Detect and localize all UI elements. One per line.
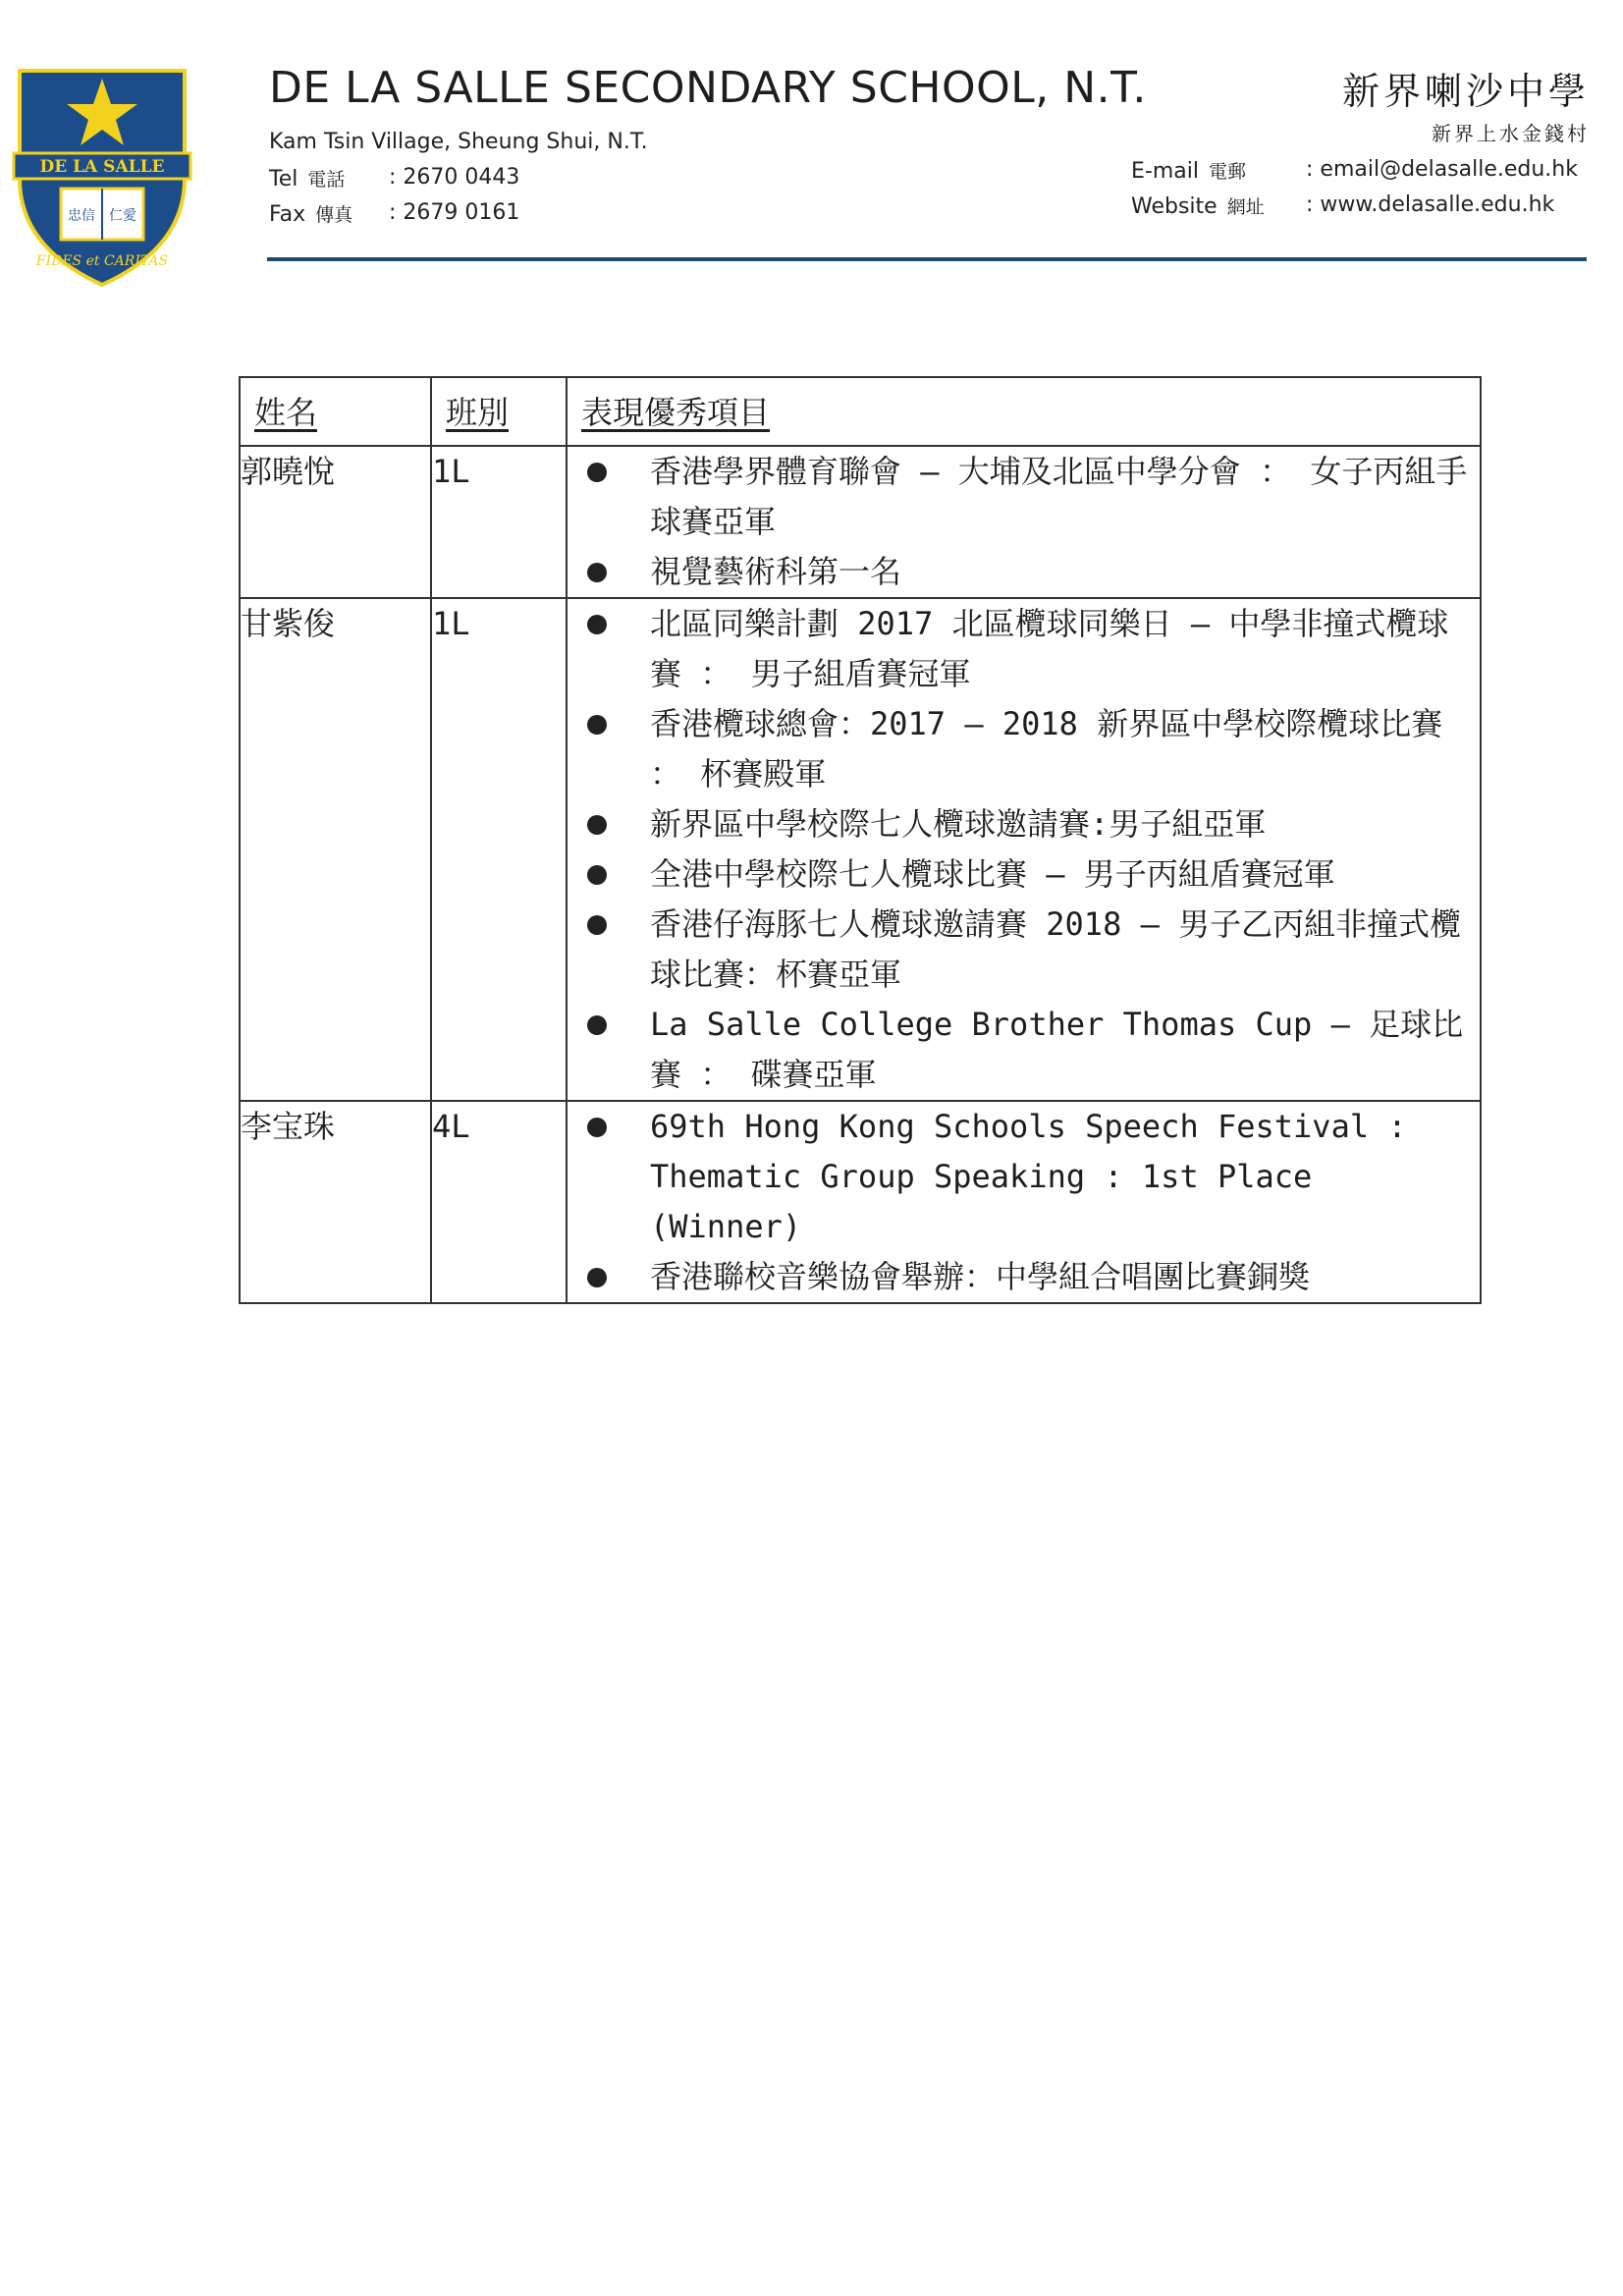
student-name: 李宝珠 [240, 1101, 431, 1303]
crest-book-left: 忠信 [68, 208, 95, 224]
fax-label: Fax [269, 202, 306, 227]
website-line [1131, 192, 1555, 219]
website-value: : www.delasalle.edu.hk [1306, 192, 1555, 217]
tel-line [269, 165, 520, 191]
achievement-item: 香港欖球總會：2017 – 2018 新界區中學校際欖球比賽 ： 杯賽殿軍 [568, 699, 1480, 799]
email-line [1131, 157, 1578, 184]
crest-book-right: 仁愛 [109, 208, 136, 224]
achievement-item: 香港學界體育聯會 – 大埔及北區中學分會 ： 女子丙組手球賽亞軍 [568, 447, 1480, 547]
fax-value: : 2679 0161 [389, 200, 520, 225]
header-class: 班別 [431, 377, 567, 446]
student-class: 1L [431, 598, 567, 1101]
achievement-item: 香港聯校音樂協會舉辦：中學組合唱團比賽銅獎 [568, 1252, 1480, 1302]
header-name: 姓名 [240, 377, 431, 446]
student-class: 1L [431, 446, 567, 598]
achievement-item: 香港仔海豚七人欖球邀請賽 2018 – 男子乙丙組非撞式欖球比賽：杯賽亞軍 [568, 900, 1480, 1000]
achievement-item: 視覺藝術科第一名 [568, 547, 1480, 597]
table-row [240, 446, 1481, 598]
school-name-en: DE LA SALLE SECONDARY SCHOOL, N.T. [269, 63, 1147, 113]
achievement-item: 北區同樂計劃 2017 北區欖球同樂日 – 中學非撞式欖球賽 ： 男子組盾賽冠軍 [568, 599, 1480, 699]
table-header-row [240, 377, 1481, 446]
achievement-item: La Salle College Brother Thomas Cup – 足球比賽 ： 碟賽亞軍 [568, 1000, 1480, 1100]
email-label-zh: 電郵 [1208, 161, 1246, 183]
email-label: E-mail [1131, 159, 1199, 184]
student-name: 郭曉悅 [240, 446, 431, 598]
fax-line [269, 200, 520, 227]
school-crest [12, 61, 192, 289]
achievement-item: 69th Hong Kong Schools Speech Festival : Thematic Group Speaking : 1st Place (Winner) [568, 1102, 1480, 1252]
achievement-cell [567, 1101, 1481, 1303]
website-label-zh: 網址 [1226, 196, 1265, 218]
achievement-list [568, 1102, 1480, 1302]
school-address-en: Kam Tsin Village, Sheung Shui, N.T. [269, 130, 648, 154]
crest-banner-text: DE LA SALLE [39, 157, 165, 177]
table-row [240, 1101, 1481, 1303]
header-divider [267, 257, 1587, 261]
tel-value: : 2670 0443 [389, 165, 520, 190]
header-achievements: 表現優秀項目 [567, 377, 1481, 446]
school-name-zh: 新界喇沙中學 [1341, 70, 1590, 113]
website-label: Website [1131, 194, 1217, 219]
achievement-item: 新界區中學校際七人欖球邀請賽:男子組亞軍 [568, 799, 1480, 849]
achievement-item: 全港中學校際七人欖球比賽 – 男子丙組盾賽冠軍 [568, 849, 1480, 900]
achievement-cell [567, 598, 1481, 1101]
table-row [240, 598, 1481, 1101]
crest-motto: FIDES et CARITAS [35, 253, 169, 269]
achievement-cell [567, 446, 1481, 598]
achievement-list [568, 447, 1480, 597]
student-class: 4L [431, 1101, 567, 1303]
awards-table [239, 376, 1482, 1304]
tel-label-zh: 電話 [307, 169, 346, 191]
email-value: : email@delasalle.edu.hk [1306, 157, 1578, 182]
fax-label-zh: 傳真 [315, 204, 353, 226]
school-address-zh: 新界上水金錢村 [1432, 122, 1590, 145]
student-name: 甘紫俊 [240, 598, 431, 1101]
tel-label: Tel [269, 167, 298, 191]
achievement-list [568, 599, 1480, 1100]
